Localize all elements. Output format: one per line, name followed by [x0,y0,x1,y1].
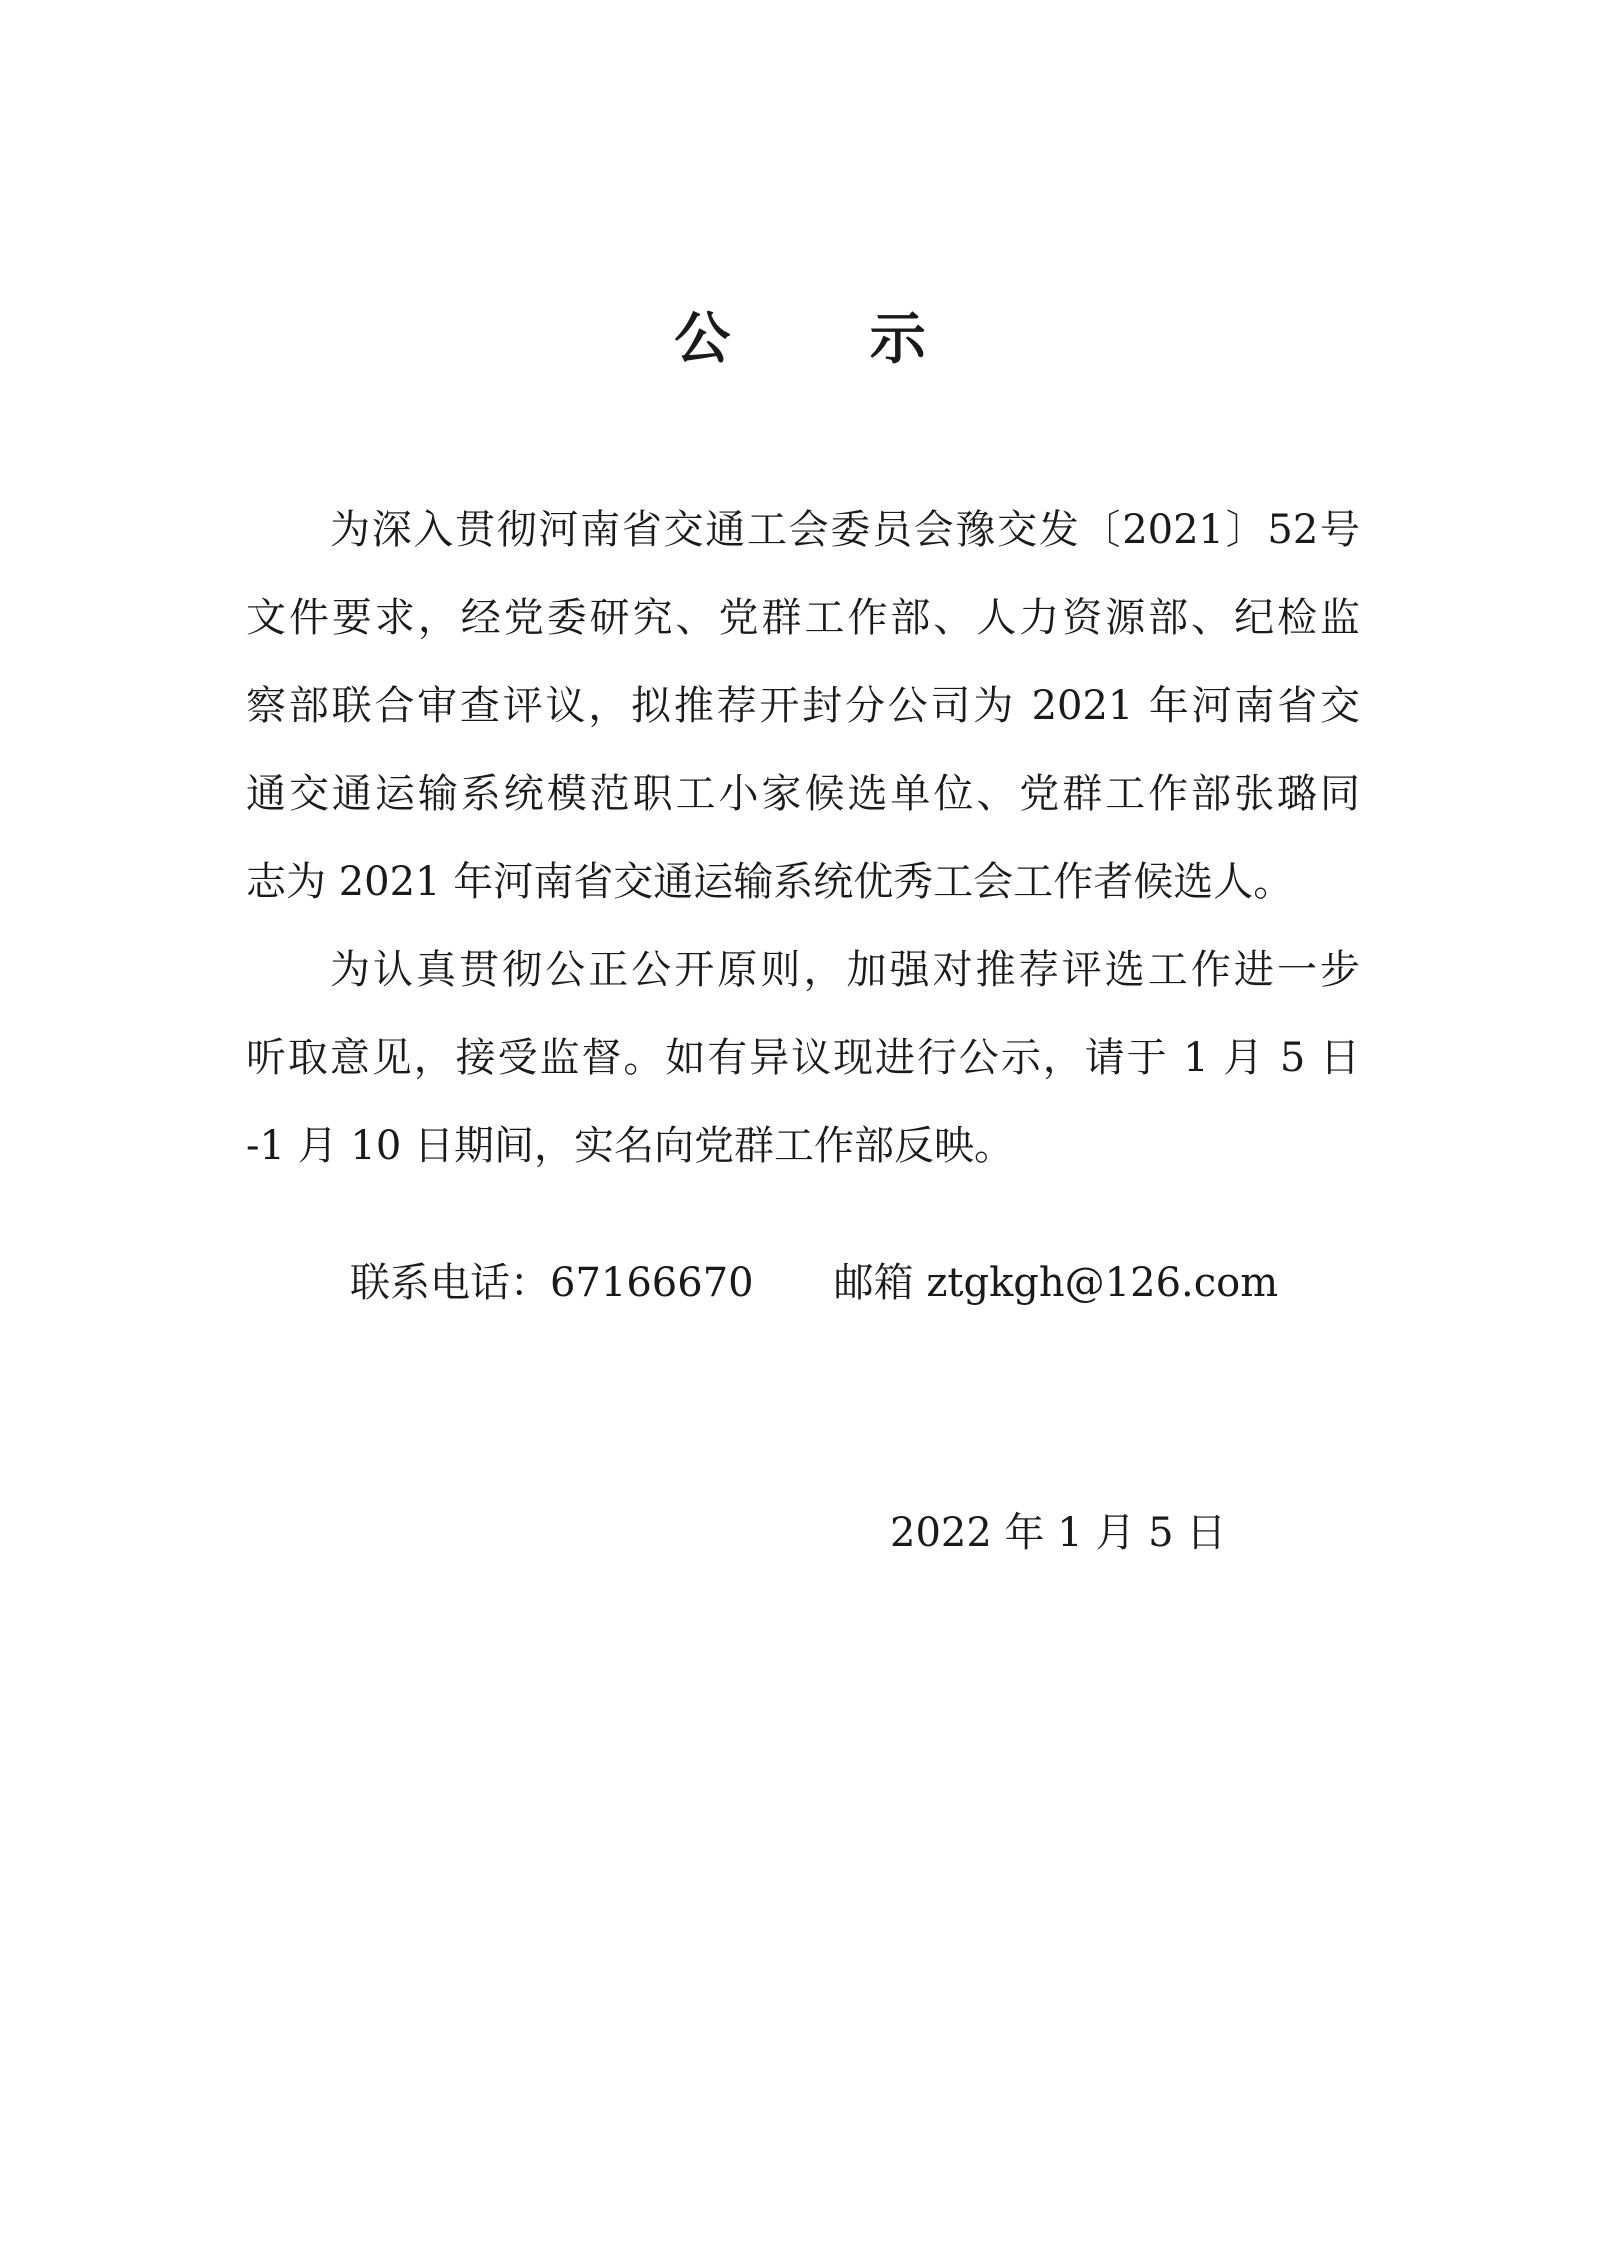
paragraph-1-line-2: 文件要求，经党委研究、党群工作部、人力资源部、纪检监 [246,595,1360,641]
paragraph-2-line-3: -1 月 10 日期间，实名向党群工作部反映。 [246,1123,1015,1169]
paragraph-1-line-5: 志为 2021 年河南省交通运输系统优秀工会工作者候选人。 [246,859,1294,905]
phone-number: 67166670 [550,1260,754,1306]
page-title: 公 示 [674,307,986,372]
notice-date: 2022 年 1 月 5 日 [890,1510,1227,1556]
email-label: 邮箱 [833,1260,914,1306]
paragraph-2-line-2: 听取意见，接受监督。如有异议现进行公示，请于 1 月 5 日 [246,1035,1360,1081]
email-address: ztgkgh@126.com [926,1260,1279,1306]
paragraph-1-line-1: 为深入贯彻河南省交通工会委员会豫交发〔2021〕52号 [330,507,1360,553]
paragraph-1-line-4: 通交通运输系统模范职工小家候选单位、党群工作部张璐同 [246,771,1360,817]
phone-label: 联系电话： [350,1260,550,1306]
paragraph-2-line-1: 为认真贯彻公正公开原则，加强对推荐评选工作进一步 [330,947,1360,993]
paragraph-1-line-3: 察部联合审查评议，拟推荐开封分公司为 2021 年河南省交 [246,683,1360,729]
contact-line [350,1253,1278,1313]
